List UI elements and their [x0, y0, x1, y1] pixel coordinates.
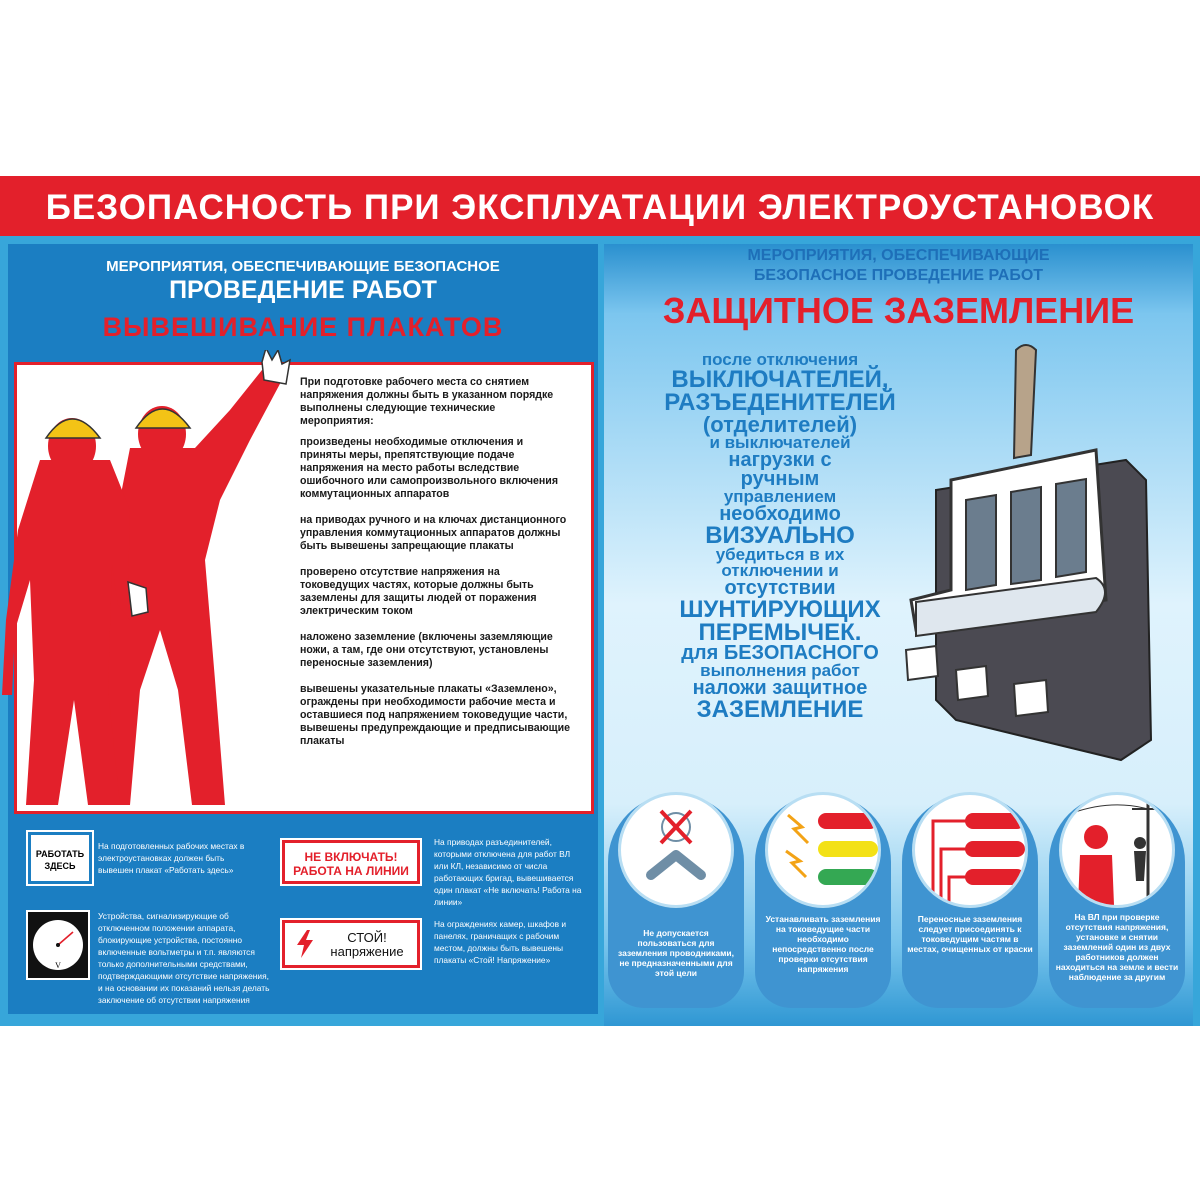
- grounding-text-line: нагрузки с: [728, 449, 832, 471]
- instruction-item: наложено заземление (включены заземляющие ножи, а там, где они отсутствуют, установлены переносные заземления): [300, 631, 553, 669]
- svg-text:V: V: [55, 961, 61, 970]
- voltmeter-sign: [26, 910, 90, 980]
- grounding-text-line: (отделителей): [702, 412, 858, 437]
- sign-do-not-switch-text: На приводах разъединителей, которыми отключена для работ ВЛ или КЛ, независимо от числа работающих бригад, вывешивается один плакат «Не включать! Работа на линии»: [434, 837, 582, 907]
- poster-title: БЕЗОПАСНОСТЬ ПРИ ЭКСПЛУАТАЦИИ ЭЛЕКТРОУСТАНОВОК: [45, 188, 1155, 227]
- grounding-text-line: необходимо: [719, 503, 841, 525]
- grounding-text-line: выполнения работ: [700, 661, 860, 680]
- worker-back-figure: [100, 350, 290, 805]
- bubble-1-text: Не допускается пользоваться для заземления проводниками, не предназначенными для этой цели: [618, 928, 734, 978]
- right-heading-line1: МЕРОПРИЯТИЯ, ОБЕСПЕЧИВАЮЩИЕ: [747, 247, 1050, 264]
- instruction-item: вывешены указательные плакаты «Заземлено», ограждены при необходимости рабочие места и оставшиеся под напряжением токоведущие части, вывешены предупреждающие и предписывающие плакаты: [300, 683, 570, 747]
- right-heading-line3: ЗАЩИТНОЕ ЗАЗЕМЛЕНИЕ: [662, 290, 1135, 331]
- grounding-text-line: отключении и: [721, 561, 839, 580]
- grounding-text-line: ВЫКЛЮЧАТЕЛЕЙ,: [671, 366, 889, 393]
- grounding-text-line: наложи защитное: [692, 677, 868, 699]
- grounding-text-line: убедиться в их: [715, 545, 845, 564]
- sign-do-not-switch: [282, 840, 420, 884]
- sign-work-here-line1: РАБОТАТЬ: [35, 849, 85, 859]
- grounding-text-line: для БЕЗОПАСНОГО: [681, 642, 879, 664]
- lightning-icon: [293, 929, 317, 959]
- instructions-intro: При подготовке рабочего места со снятием напряжения должны быть в указанном порядке выполнены следующие технические мероприятия:: [300, 376, 554, 427]
- power-line-worker-icon: [1062, 795, 1172, 905]
- grounding-clamps-icon: [915, 795, 1025, 905]
- grounding-text-line: РАЗЪЕДЕНИТЕЛЕЙ: [664, 389, 896, 416]
- left-heading-line3: ВЫВЕШИВАНИЕ ПЛАКАТОВ: [102, 312, 504, 342]
- sign-work-here-text: На подготовленных рабочих местах в электроустановках должен быть вывешен плакат «Работать здесь»: [98, 841, 245, 875]
- sign-do-not-switch-line1: НЕ ВКЛЮЧАТЬ!: [304, 850, 398, 864]
- bubble-2-illustration: [765, 792, 881, 908]
- right-heading-line2: БЕЗОПАСНОЕ ПРОВЕДЕНИЕ РАБОТ: [753, 267, 1044, 284]
- sign-work-here: [28, 832, 92, 884]
- bubble-2-text: Устанавливать заземления на токоведущие части необходимо непосредственно после проверки отсутствия напряжения: [765, 914, 881, 974]
- bubble-1-illustration: [618, 792, 734, 908]
- grounding-instructions: [620, 352, 940, 721]
- sign-work-here-line2: ЗДЕСЬ: [44, 861, 76, 871]
- instruction-item: проверено отсутствие напряжения на токоведущих частях, которые должны быть заземлены для защиты людей от поражения электрическим током: [300, 566, 537, 617]
- grounding-text-line: управлением: [723, 487, 837, 506]
- instruction-item: произведены необходимые отключения и приняты меры, препятствующие подаче напряжения на место работы вследствие ошибочного или самопроизвольного включения коммутационных аппаратов: [300, 436, 558, 500]
- sign-stop-voltage: [282, 920, 420, 968]
- bubble-4-text: На ВЛ при проверке отсутствия напряжения, установке и снятии заземлений один из двух работников должен находиться на земле и вести наблюдение за другим: [1055, 912, 1179, 982]
- bubble-4-illustration: [1059, 792, 1175, 908]
- bubble-3-text: Переносные заземления следует присоединять к токоведущим частям в местах, очищенных от краски: [907, 914, 1033, 954]
- grounding-text-line: ВИЗУАЛЬНО: [705, 522, 855, 549]
- grounding-text-line: ручным: [740, 468, 820, 490]
- switch-illustration: [896, 340, 1186, 790]
- workers-illustration: [0, 350, 310, 830]
- grounding-text-line: ЗАЗЕМЛЕНИЕ: [696, 696, 864, 723]
- grounding-text-line: ШУНТИРУЮЩИХ: [679, 596, 881, 623]
- voltmeter-icon: [28, 912, 88, 978]
- left-heading-line2: ПРОВЕДЕНИЕ РАБОТ: [169, 276, 437, 304]
- grounding-text-line: ПЕРЕМЫЧЕК.: [698, 619, 862, 646]
- sign-do-not-switch-line2: РАБОТА НА ЛИНИИ: [293, 864, 409, 878]
- sign-stop-voltage-text: На ограждениях камер, шкафов и панелях, граничащих с рабочим местом, должны быть вывешены плакаты «Стой! Напряжение»: [434, 919, 567, 965]
- bubble-3-illustration: [912, 792, 1028, 908]
- instruction-item: на приводах ручного и на ключах дистанционного управления коммутационных аппаратов должны быть вывешены запрещающие плакаты: [300, 514, 567, 552]
- sign-stop-voltage-line2: напряжение: [330, 944, 404, 959]
- improvised-conductor-icon: [621, 795, 731, 905]
- grounding-text-line: и выключателей: [709, 433, 851, 452]
- left-heading-line1: МЕРОПРИЯТИЯ, ОБЕСПЕЧИВАЮЩИЕ БЕЗОПАСНОЕ: [106, 258, 500, 275]
- voltmeter-text: Устройства, сигнализирующие об отключенном положении аппарата, блокирующие устройства, постоянно включенные вольтметры и т.п. являются только дополнительными средствами, подтверждающими отсутствие напряжения, и на основании их показаний нельзя делать заключение об отсутствии напряжения: [98, 911, 270, 1005]
- instructions-text: [300, 376, 570, 761]
- busbars-icon: [768, 795, 878, 905]
- sign-stop-voltage-line1: СТОЙ!: [347, 930, 387, 945]
- grounding-text-line: после отключения: [701, 350, 859, 369]
- grounding-text-line: отсутствии: [724, 577, 836, 599]
